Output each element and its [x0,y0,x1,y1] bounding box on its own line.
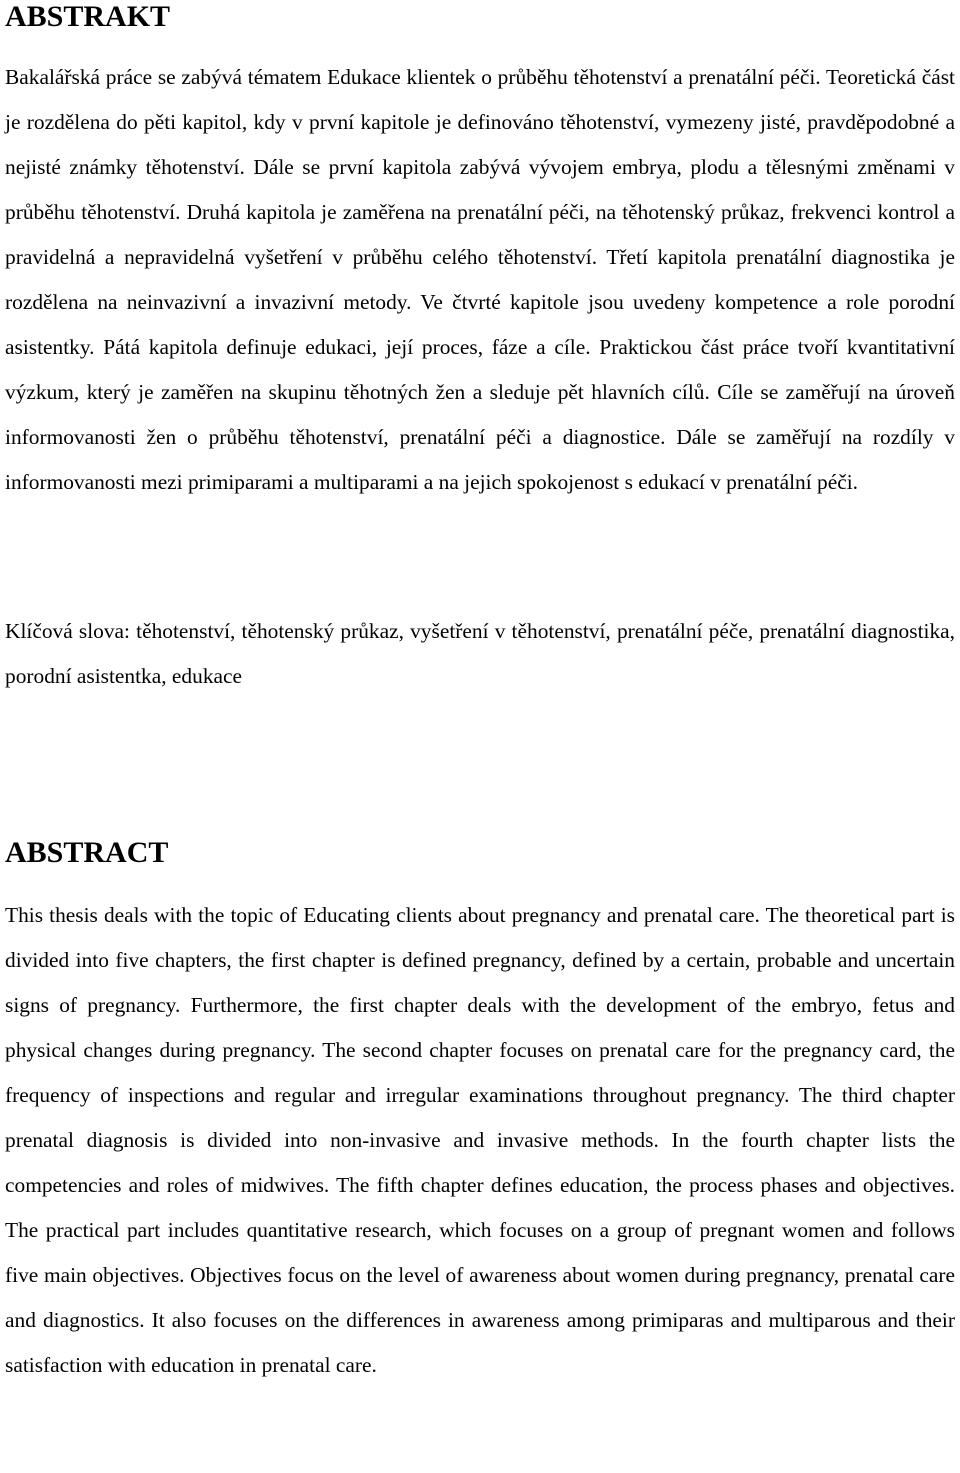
english-abstract-heading: ABSTRACT [5,836,169,869]
czech-abstract-heading: ABSTRAKT [5,0,171,33]
czech-keywords: Klíčová slova: těhotenství, těhotenský průkaz, vyšetření v těhotenství, prenatální péče, prenatální diagnostika, porodní asistentka, edukace [5,619,955,688]
english-abstract-text: This thesis deals with the topic of Educating clients about pregnancy and prenatal care. The theoretical part is divided into five chapters, the first chapter is defined pregnancy, defined by a certain, probable and uncertain signs of pregnancy. Furthermore, the first chapter deals with the development of the embryo, fetus and physical changes during pregnancy. The second chapter focuses on prenatal care for the pregnancy card, the frequency of inspections and regular and irregular examinations throughout pregnancy. The third chapter prenatal diagnosis is divided into non-invasive and invasive methods. In the fourth chapter lists the competencies and roles of midwives. The fifth chapter defines education, the process phases and objectives. The practical part includes quantitative research, which focuses on a group of pregnant women and follows five main objectives. Objectives focus on the level of awareness about women during pregnancy, prenatal care and diagnostics. It also focuses on the differences in awareness among primiparas and multiparous and their satisfaction with education in prenatal care. [5,903,955,1377]
czech-abstract-text: Bakalářská práce se zabývá tématem Edukace klientek o průběhu těhotenství a prenatální péči. Teoretická část je rozdělena do pěti kapitol, kdy v první kapitole je definováno těhotenství, vymezeny jisté, pravděpodobné a nejisté známky těhotenství. Dále se první kapitola zabývá vývojem embrya, plodu a tělesnými změnami v průběhu těhotenství. Druhá kapitola je zaměřena na prenatální péči, na těhotenský průkaz, frekvenci kontrol a pravidelná a nepravidelná vyšetření v průběhu celého těhotenství. Třetí kapitola prenatální diagnostika je rozdělena na neinvazivní a invazivní metody. Ve čtvrté kapitole jsou uvedeny kompetence a role porodní asistentky. Pátá kapitola definuje edukaci, její proces, fáze a cíle. Praktickou část práce tvoří kvantitativní výzkum, který je zaměřen na skupinu těhotných žen a sleduje pět hlavních cílů. Cíle se zaměřují na úroveň informovanosti žen o průběhu těhotenství, prenatální péči a diagnostice. Dále se zaměřují na rozdíly v informovanosti mezi primiparami a multiparami a na jejich spokojenost s edukací v prenatální péči. [5,65,955,494]
